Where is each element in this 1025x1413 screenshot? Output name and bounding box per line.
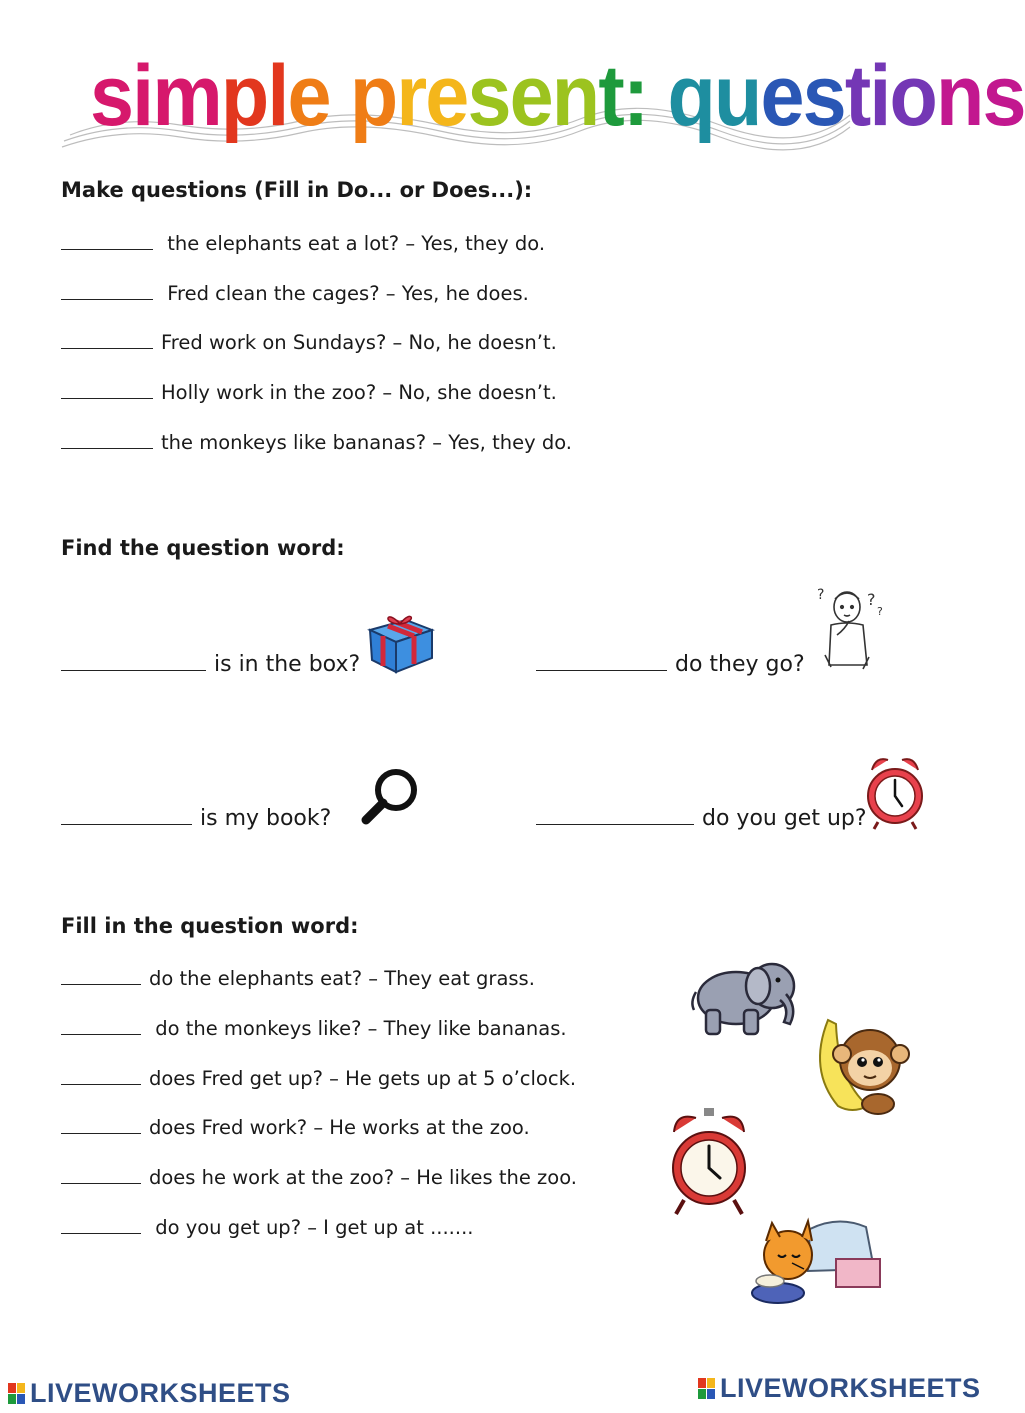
red-alarm-clock-icon (668, 1106, 750, 1218)
title-letter: s (802, 48, 845, 144)
section1-item-1 (61, 231, 545, 255)
title-letter: e (760, 48, 803, 144)
section1-item-3 (61, 330, 557, 354)
answer-blank[interactable] (61, 330, 153, 349)
section3-item-5 (61, 1165, 577, 1189)
title-letter: r (396, 48, 426, 144)
thinking-boy-icon (815, 585, 887, 675)
answer-blank[interactable] (536, 650, 667, 671)
title-letter: i (132, 48, 153, 144)
question-text: is my book? (200, 806, 332, 831)
answer-blank[interactable] (61, 1016, 141, 1035)
question-text: does Fred get up? – He gets up at 5 o’clock. (149, 1067, 577, 1090)
svg-text:?: ? (877, 605, 883, 618)
question-text: the elephants eat a lot? – Yes, they do. (161, 232, 546, 255)
question-text: do the elephants eat? – They eat grass. (149, 967, 535, 990)
question-text: Holly work in the zoo? – No, she doesn’t. (161, 381, 557, 404)
section1-item-4 (61, 380, 557, 404)
section3-heading: Fill in the question word: (61, 914, 359, 938)
answer-blank[interactable] (61, 804, 192, 825)
title-letter: t (598, 48, 623, 144)
worksheet-title (90, 48, 1025, 144)
question-text: does he work at the zoo? – He likes the zoo. (149, 1166, 577, 1189)
svg-text:?: ? (867, 590, 876, 609)
title-letter: q (667, 48, 714, 144)
title-letter: l (267, 48, 288, 144)
section2-heading: Find the question word: (61, 536, 345, 560)
sleeping-cat-icon (748, 1213, 884, 1307)
footer-logo-right[interactable] (698, 1373, 981, 1404)
answer-blank[interactable] (61, 430, 153, 449)
section3-item-6 (61, 1215, 473, 1239)
footer-logo-left[interactable] (8, 1378, 291, 1409)
answer-blank[interactable] (61, 380, 153, 399)
answer-blank[interactable] (61, 1115, 141, 1134)
title-letter: o (889, 48, 937, 144)
title-letter: e (425, 48, 468, 144)
question-text: do you get up? (702, 806, 867, 831)
title-letter: p (349, 48, 397, 144)
magnifier-icon (358, 763, 424, 829)
title-letter: m (152, 48, 221, 144)
title-letter: : (622, 48, 648, 144)
title-letter: e (287, 48, 330, 144)
liveworksheets-badge-icon (698, 1378, 716, 1400)
section2-item-1 (61, 650, 360, 677)
section2-item-2 (536, 650, 805, 677)
elephant-icon (686, 950, 804, 1040)
section2-item-3 (61, 804, 331, 831)
section3-item-2 (61, 1016, 567, 1040)
gift-box-icon (366, 606, 436, 674)
footer-left-text: LIVEWORKSHEETS (30, 1378, 291, 1408)
svg-text:?: ? (817, 587, 825, 603)
title-letter: s (982, 48, 1025, 144)
answer-blank[interactable] (61, 650, 206, 671)
title-letter: e (509, 48, 552, 144)
alarm-clock-icon (864, 752, 926, 832)
monkey-banana-icon (808, 1010, 912, 1118)
question-text: does Fred work? – He works at the zoo. (149, 1116, 530, 1139)
footer-right-text: LIVEWORKSHEETS (720, 1373, 981, 1403)
title-letter: i (869, 48, 890, 144)
question-text: is in the box? (214, 652, 361, 677)
section1-heading: Make questions (Fill in Do... or Does...): (61, 178, 533, 202)
answer-blank[interactable] (61, 1215, 141, 1234)
question-text: the monkeys like bananas? – Yes, they do. (161, 431, 572, 454)
question-text: do they go? (675, 652, 805, 677)
question-text: do the monkeys like? – They like bananas. (149, 1017, 567, 1040)
title-letter: t (844, 48, 870, 144)
answer-blank[interactable] (61, 1066, 141, 1085)
question-text: Fred clean the cages? – Yes, he does. (161, 282, 529, 305)
title-letter: u (713, 48, 761, 144)
title-letter: n (551, 48, 599, 144)
title-letter: s (467, 48, 510, 144)
section2-item-4 (536, 804, 867, 831)
title-letter: p (220, 48, 268, 144)
title-letter (647, 53, 667, 139)
title-letter (330, 53, 350, 139)
answer-blank[interactable] (61, 1165, 141, 1184)
answer-blank[interactable] (61, 281, 153, 300)
question-text: do you get up? – I get up at ....... (149, 1216, 474, 1239)
section1-item-2 (61, 281, 529, 305)
question-text: Fred work on Sundays? – No, he doesn’t. (161, 331, 557, 354)
liveworksheets-badge-icon (8, 1383, 26, 1405)
section3-item-1 (61, 966, 535, 990)
answer-blank[interactable] (61, 231, 153, 250)
title-banner (60, 45, 1025, 160)
section3-item-4 (61, 1115, 530, 1139)
section3-item-3 (61, 1066, 576, 1090)
title-letter: n (936, 48, 983, 144)
section1-item-5 (61, 430, 572, 454)
title-letter: s (90, 48, 133, 144)
answer-blank[interactable] (61, 966, 141, 985)
answer-blank[interactable] (536, 804, 694, 825)
